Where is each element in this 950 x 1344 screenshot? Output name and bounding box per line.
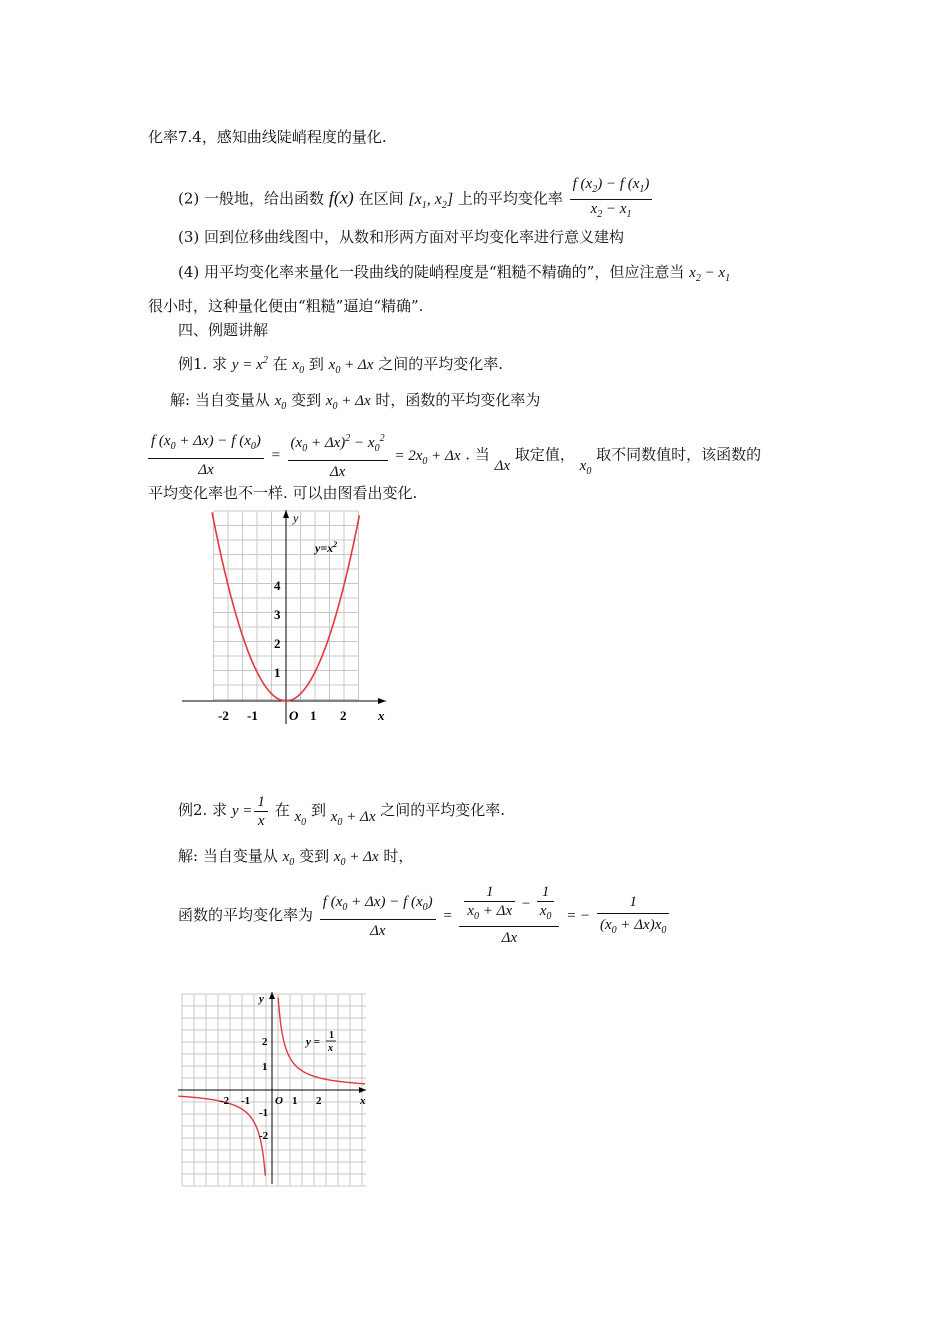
curve-label: $y=x^2$ — [315, 540, 338, 555]
solution-2: 解: 当自变量从 $x_0$ 变到 $x_0 + \Delta x$ 时， — [178, 847, 414, 868]
y-tick-label: 3 — [274, 607, 281, 622]
origin-label: O — [275, 1095, 283, 1107]
example-2: 例2. 求 y = $\frac{1}{x}$ 在 $x_0$ 到 $x_0 + \Delta x$ 之间的平均变化率. — [178, 793, 506, 829]
y-tick-label: 2 — [262, 1036, 268, 1048]
x-tick-label: -1 — [241, 1095, 251, 1107]
hyperbola-graph — [176, 990, 376, 1190]
x-axis-label: x — [378, 708, 385, 723]
y-tick-label: 4 — [274, 578, 281, 593]
text-line-3: (3) 回到位移曲线图中，从数和形两方面对平均变化率进行意义建构 — [178, 228, 625, 246]
y-tick-label: 1 — [262, 1061, 268, 1073]
hyperbola-curve-positive — [278, 998, 365, 1084]
y-axis-arrow-icon — [269, 992, 275, 999]
example-1: 例1. 求 $y = x^2$ 在 $x_0$ 到 $x_0 + \Delta x$ 之间的平均变化率. — [178, 355, 503, 376]
y-axis-label: y — [293, 511, 299, 525]
x-axis-arrow-icon — [378, 698, 386, 704]
text-line-5: 很小时，这种量化便由“粗糙”逼迫“精确”. — [148, 297, 424, 315]
solution-1-equation: $\frac{f (x_0 + \Delta x) - f (x_0)}{\Delta x}$ = $\frac{(x_0 + \Delta x)^2 - x_0^2}{\Delta x}$ = $2x_0 + \Delta x$ . 当 Δx 取定值， $x_0$ 取不同数值时，该函数的 — [146, 428, 761, 483]
curve-label: y = — [306, 1036, 320, 1048]
x-tick-label: -2 — [218, 708, 229, 723]
curve-label-denominator: x — [328, 1043, 333, 1054]
x-tick-label: -2 — [220, 1095, 230, 1107]
y-axis-label: y — [259, 993, 264, 1005]
x-tick-label: 2 — [316, 1095, 322, 1107]
origin-label: O — [289, 708, 299, 723]
x-tick-label: 1 — [310, 708, 317, 723]
section-heading: 四、例题讲解 — [178, 321, 269, 339]
curve-label-numerator: 1 — [329, 1030, 334, 1041]
x-axis-label: x — [360, 1095, 366, 1107]
text-after-eq1: 平均变化率也不一样. 可以由图看出变化. — [148, 484, 418, 502]
y-tick-label: 2 — [274, 636, 281, 651]
solution-2-equation: 函数的平均变化率为 $\frac{f (x_0 + \Delta x) - f (x_0)}{\Delta x}$ = $\frac{1}{x_0 + \Delta x}$ − $\frac{1}{x_0}$ Δx = − $\frac{1}{(x_0 + \Delta x)x_0}$ — [178, 880, 671, 951]
solution-1: 解: 当自变量从 $x_0$ 变到 $x_0 + \Delta x$ 时，函数的平均变化率为 — [170, 391, 541, 412]
y-tick-label: -2 — [259, 1130, 269, 1142]
y-tick-label: -1 — [259, 1107, 269, 1119]
parabola-graph — [178, 506, 398, 736]
avg-rate-formula: $\frac{f (x_2) - f (x_1)}{x_2 - x_1}$ — [570, 175, 653, 224]
text-line-4: (4) 用平均变化率来量化一段曲线的陡峭程度是“粗糙不精确的”，但应注意当 $x_2 - x_1$ — [178, 263, 731, 284]
x-tick-label: 2 — [340, 708, 347, 723]
x-tick-label: 1 — [292, 1095, 298, 1107]
x-tick-label: -1 — [247, 708, 258, 723]
text-line-1: 化率7.4，感知曲线陡峭程度的量化. — [148, 128, 387, 146]
hyperbola-curve-negative — [178, 1096, 265, 1176]
text-line-2: (2) 一般地，给出函数 f(x) 在区间 [$x_1$, $x_2$] 上的平均变化率 $\frac{f (x_2) - f (x_1)}{x_2 - x_1}$ — [178, 175, 654, 224]
y-tick-label: 1 — [274, 665, 281, 680]
